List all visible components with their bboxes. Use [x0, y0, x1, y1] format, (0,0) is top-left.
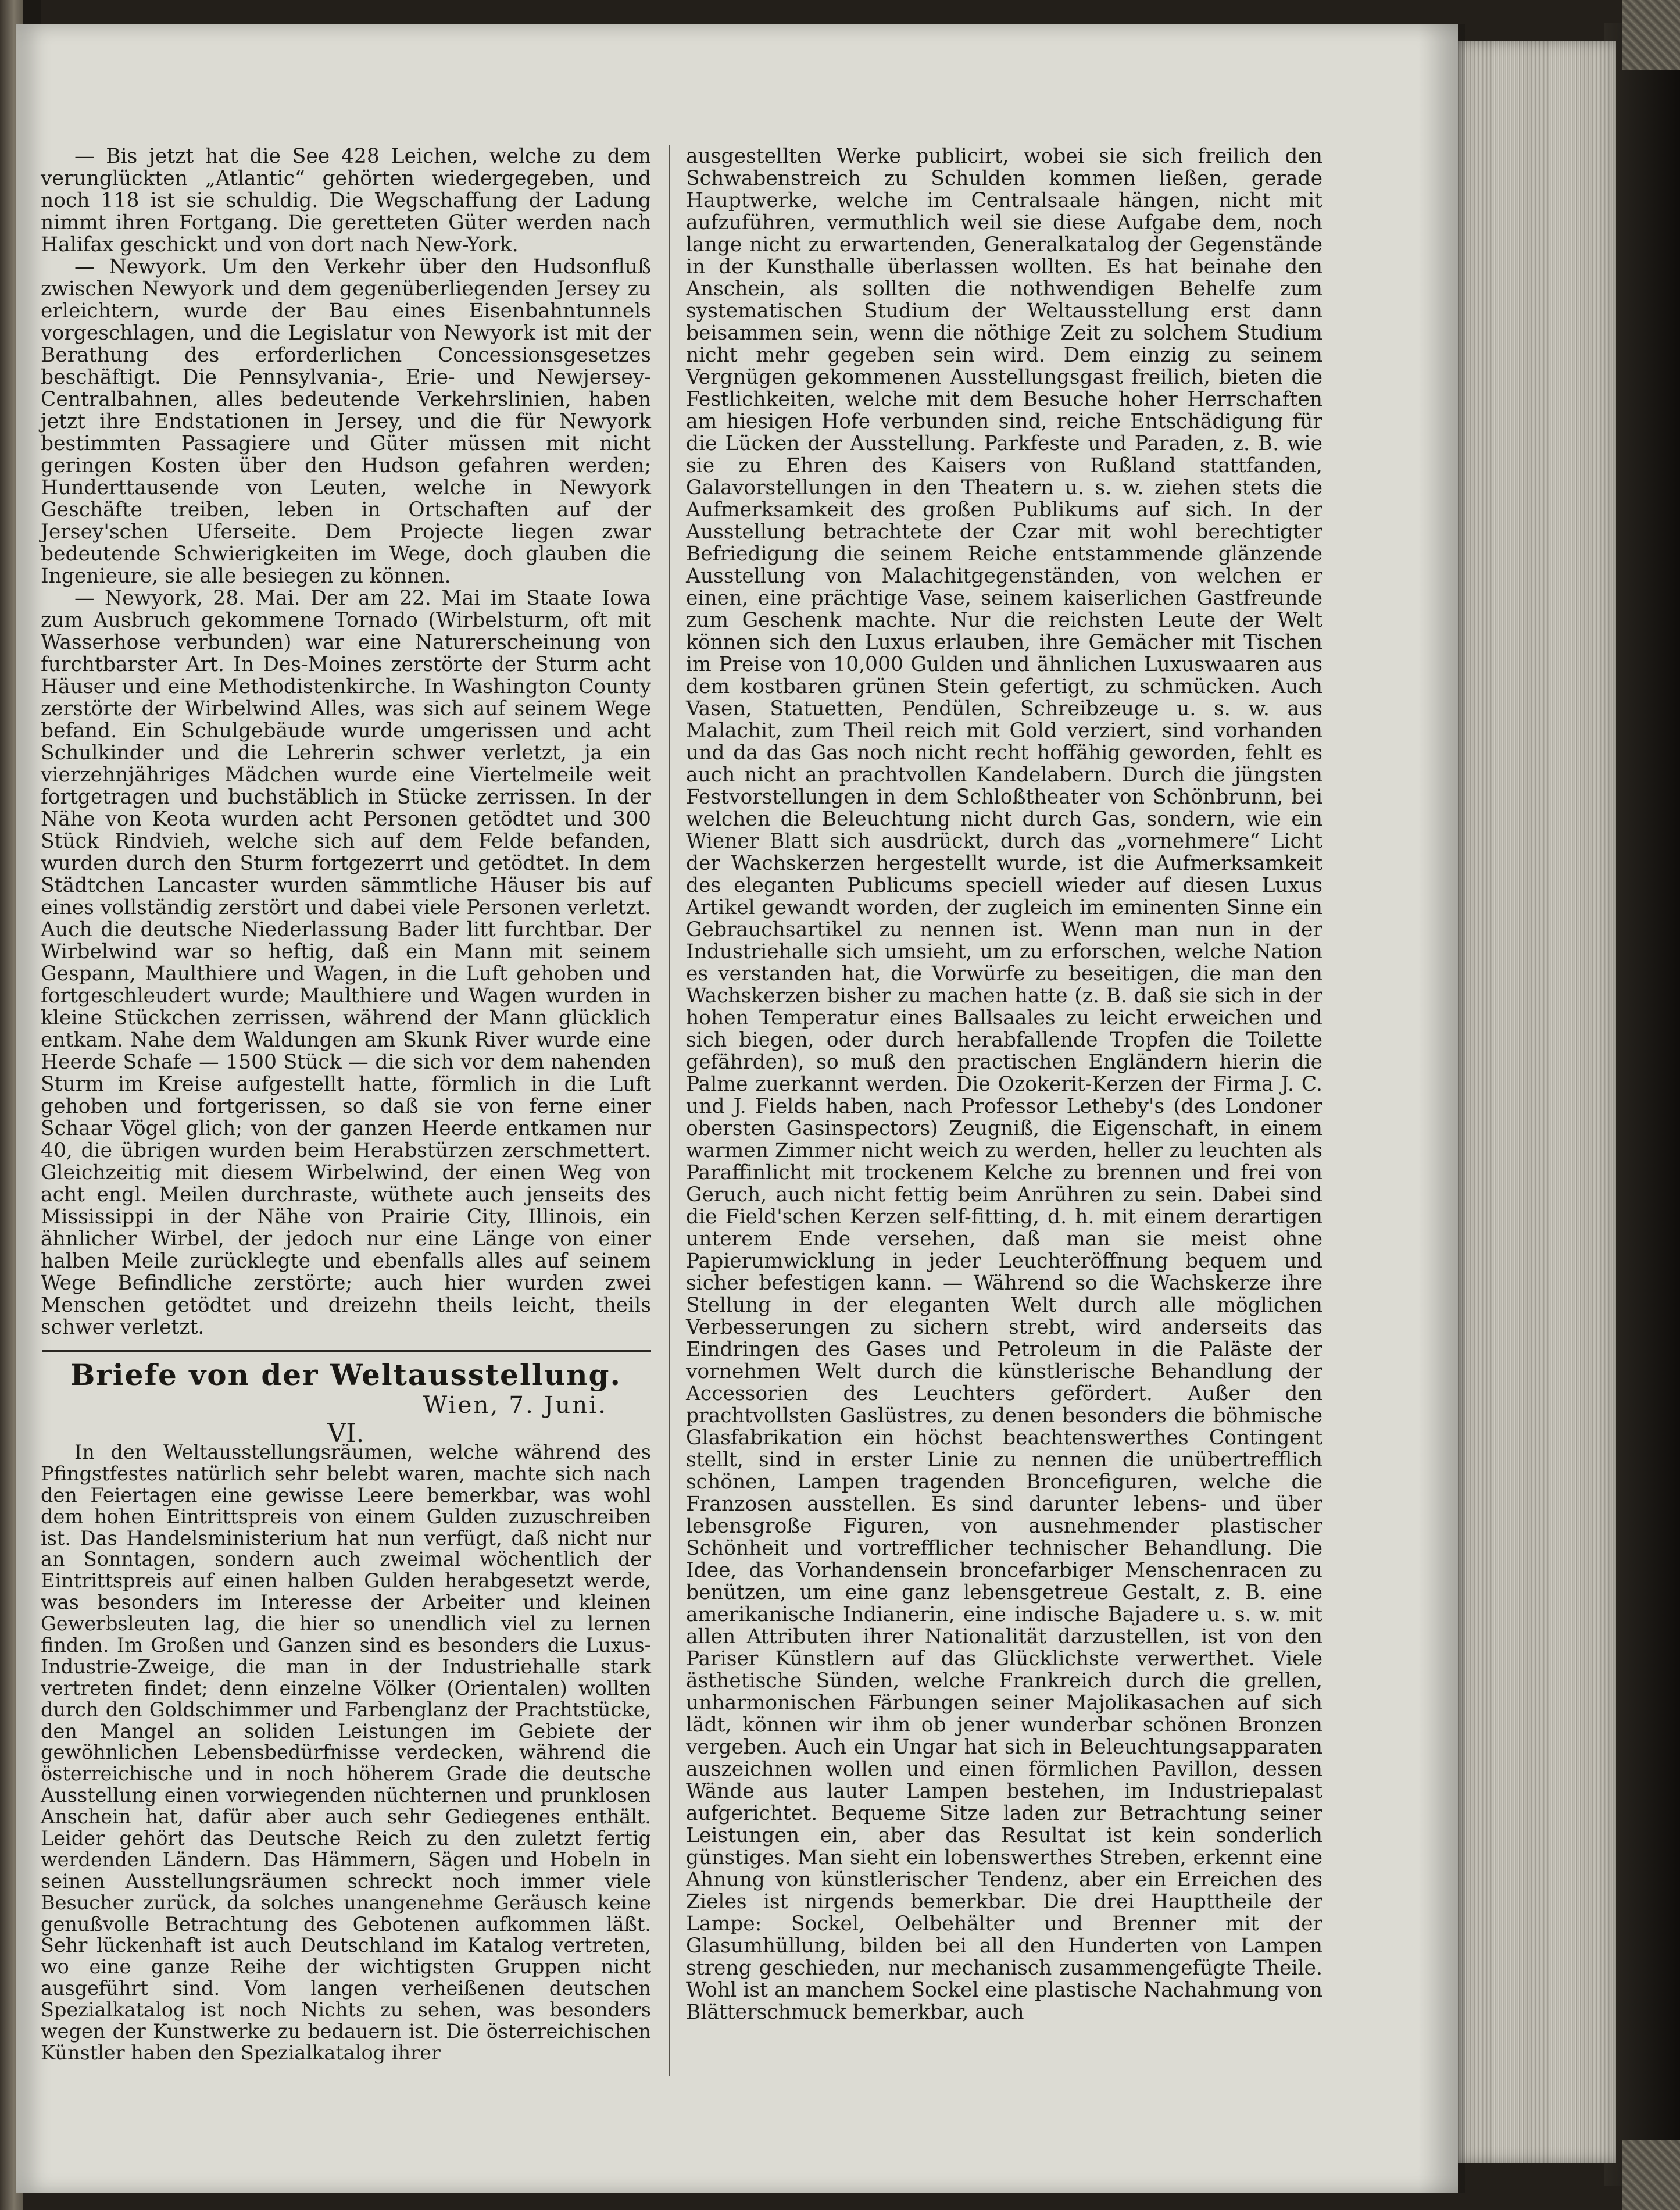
article-headline: Briefe von der Weltausstellung. — [70, 1358, 621, 1392]
news-item-atlantic: — Bis jetzt hat die See 428 Leichen, welche zu dem verunglückten „Atlantic“ gehörten wiedergegeben, und noch 118 ist sie schuldig. Die Wegschaffung der Ladung nimmt ihren Fortgang. Die geretteten Güter werden nach Halifax geschickt und von dort nach New-York. — [41, 145, 651, 256]
gutter-shadow — [1418, 24, 1465, 2193]
section-rule — [42, 1350, 651, 1352]
cover-corner-bottom-right — [1622, 2140, 1680, 2210]
column-divider — [669, 145, 670, 2076]
article-body-left — [41, 1442, 651, 2064]
cover-corner-top-right — [1622, 0, 1680, 70]
news-item-newyork-tornado: — Newyork, 28. Mai. Der am 22. Mai im Staate Iowa zum Ausbruch gekommene Tornado (Wirbelsturm, oft mit Wasserhose verbunden) war eine Naturerscheinung von furchtbarster Art. In Des-Moines zerstörte der Sturm acht Häuser und eine Methodistenkirche. In Washington County zerstörte der Wirbelwind Alles, was sich auf seinem Wege befand. Ein Schulgebäude wurde umgerissen und acht Schulkinder und die Lehrerin schwer verletzt, ja ein vierzehnjähriges Mädchen wurde eine Viertelmeile weit fortgetragen und buchstäblich in Stücke zerrissen. In der Nähe von Keota wurden acht Personen getödtet und 300 Stück Rindvieh, welche sich auf dem Felde befanden, wurden durch den Sturm fortgezerrt und getödtet. In dem Städtchen Lancaster wurden sämmtliche Häuser bis auf eines vollständig zerstört und dabei viele Personen verletzt. Auch die deutsche Niederlassung Bader litt furchtbar. Der Wirbelwind war so heftig, daß ein Mann mit seinem Gespann, Maulthiere und Wagen, in die Luft gehoben und fortgeschleudert wurde; Maulthiere und Wagen wurden in kleine Stückchen zerrissen, während der Mann glücklich entkam. Nahe dem Waldungen am Skunk River wurde eine Heerde Schafe — 1500 Stück — die sich vor dem nahenden Sturm im Kreise aufgestellt hatte, förmlich in die Luft gehoben und fortgerissen, so daß sie von ferne einer Schaar Vögel glich; von der ganzen Heerde entkamen nur 40, die übrigen wurden beim Herabstürzen zerschmettert. Gleichzeitig mit diesem Wirbelwind, der einen Weg von acht engl. Meilen durchraste, wüthete auch jenseits des Mississippi in der Nähe von Prairie City, Illinois, ein ähnlicher Wirbel, der jedoch nur eine Länge von einer halben Meile zurücklegte und ebenfalls alles auf seinem Wege Befindliche zerstörte; auch hier wurden zwei Menschen getödtet und dreizehn theils leicht, theils schwer verletzt. — [41, 587, 651, 1339]
page-block-edges — [1458, 41, 1616, 2163]
article-paragraph-continued: ausgestellten Werke publicirt, wobei sie sich freilich den Schwabenstreich zu Schulden kommen ließen, gerade Hauptwerke, welche im Centralsaale hängen, nicht mit aufzuführen, vermuthlich weil sie diese Aufgabe dem, noch lange nicht zu erwartenden, Generalkatalog der Gegenstände in der Kunsthalle überlassen wollten. Es hat beinahe den Anschein, als sollten die nothwendigen Behelfe zum systematischen Studium der Weltausstellung erst dann beisammen sein, wenn die nöthige Zeit zu solchem Studium nicht mehr gegeben sein wird. Dem einzig zu seinem Vergnügen gekommenen Ausstellungsgast freilich, bieten die Festlichkeiten, welche mit dem Besuche hoher Herrschaften am hiesigen Hofe verbunden sind, reiche Entschädigung für die Lücken der Ausstellung. Parkfeste und Paraden, z. B. wie sie zu Ehren des Kaisers von Rußland stattfanden, Galavorstellungen in den Theatern u. s. w. ziehen stets die Aufmerksamkeit des großen Publikums auf sich. In der Ausstellung betrachtete der Czar mit wohl berechtigter Befriedigung die seinem Reiche entstammende glänzende Ausstellung von Malachitgegenständen, von welchen er einen, eine prächtige Vase, seinem kaiserlichen Gastfreunde zum Geschenk machte. Nur die reichsten Leute der Welt können sich den Luxus erlauben, ihre Gemächer mit Tischen im Preise von 10,000 Gulden und ähnlichen Luxuswaaren aus dem kostbaren grünen Stein gefertigt, zu schmücken. Auch Vasen, Statuetten, Pendülen, Schreibzeuge u. s. w. aus Malachit, zum Theil reich mit Gold verziert, sind vorhanden und da das Gas noch nicht recht hoffähig geworden, fehlt es auch nicht an prachtvollen Kandelabern. Durch die jüngsten Festvorstellungen in dem Schloßtheater von Schönbrunn, bei welchen die Beleuchtung nicht durch Gas, sondern, wie ein Wiener Blatt sich ausdrückt, durch das „vornehmere“ Licht der Wachskerzen hergestellt wurde, ist die Aufmerksamkeit des eleganten Publicums speciell wieder auf diesen Luxus Artikel gewandt worden, der zugleich im eminenten Sinne ein Gebrauchsartikel zu nennen ist. Wenn man nun in der Industriehalle sich umsieht, um zu erforschen, welche Nation es verstanden hat, die Vorwürfe zu beseitigen, die man den Wachskerzen bisher zu machen hatte (z. B. daß sie sich in der hohen Temperatur eines Ballsaales zu leicht erweichen und sich biegen, oder durch herabfallende Tropfen die Toilette gefährden), so muß den practischen Engländern hierin die Palme zuerkannt werden. Die Ozokerit-Kerzen der Firma J. C. und J. Fields haben, nach Professor Letheby's (des Londoner obersten Gasinspectors) Zeugniß, die Eigenschaft, in einem warmen Zimmer nicht weich zu werden, heller zu leuchten als Paraffinlicht mit trockenem Kelche zu brennen und frei von Geruch, auch nicht fettig beim Anrühren zu sein. Dabei sind die Field'schen Kerzen self-fitting, d. h. mit einem derartigen unterem Ende versehen, daß man sie meist ohne Papierumwicklung in jeder Leuchteröffnung bequem und sicher befestigen kann. — Während so die Wachskerze ihre Stellung in der eleganten Welt durch alle möglichen Verbesserungen zu sichern strebt, wird anderseits das Eindringen des Gases und Petroleum in die Paläste der vornehmen Welt durch die künstlerische Behandlung der Accessorien des Leuchters gefördert. Außer den prachtvollsten Gaslüstres, zu denen besonders die böhmische Glasfabrikation ein höchst beachtenswerthes Contingent stellt, sind in erster Linie zu nennen die unübertrefflich schönen, Lampen tragenden Broncefiguren, welche die Franzosen ausstellen. Es sind darunter lebens- und über lebensgroße Figuren, von ausnehmender plastischer Schönheit und vortrefflicher technischer Behandlung. Die Idee, das Vorhandensein broncefarbiger Menschenracen zu benützen, um eine ganz lebensgetreue Gestalt, z. B. eine amerikanische Indianerin, eine indische Bajadere u. s. w. mit allen Attributen ihrer Nationalität darzustellen, ist von den Pariser Künstlern auf das Glücklichste verwerthet. Viele ästhetische Sünden, welche Frankreich durch die grellen, unharmonischen Färbungen seiner Majolikasachen auf sich lädt, können wir ihm ob jener wunderbar schönen Bronzen vergeben. Auch ein Ungar hat sich in Beleuchtungsapparaten auszeichnen wollen und einen förmlichen Pavillon, dessen Wände aus lauter Lampen bestehen, im Industriepalast aufgerichtet. Bequeme Sitze laden zur Betrachtung seiner Leistungen ein, aber das Resultat ist kein sonderlich günstiges. Man sieht ein lobenswerthes Streben, erkennt eine Ahnung von künstlerischer Tendenz, aber ein Erreichen des Zieles ist nirgends bemerkbar. Die drei Haupttheile der Lampe: Sockel, Oelbehälter und Brenner mit der Glasumhüllung, bilden bei all den Hunderten von Lampen streng geschieden, nur mechanisch zusammengefügte Theile. Wohl ist an manchem Sockel eine plastische Nachahmung von Blätterschmuck bemerkbar, auch — [686, 145, 1322, 2024]
left-column-news — [41, 145, 651, 1338]
article-dateline: Wien, 7. Juni. — [423, 1391, 607, 1419]
news-item-newyork-tunnel: — Newyork. Um den Verkehr über den Hudsonfluß zwischen Newyork und dem gegenüberliegenden Jersey zu erleichtern, wurde der Bau eines Eisenbahntunnels vorgeschlagen, und die Legislatur von Newyork ist mit der Berathung des erforderlichen Concessionsgesetzes beschäftigt. Die Pennsylvania-, Erie- und Newjersey-Centralbahnen, alles bedeutende Verkehrslinien, haben jetzt ihre Endstationen in Jersey, und die für Newyork bestimmten Passagiere und Güter müssen mit nicht geringen Kosten über den Hudson gefahren werden; Hunderttausende von Leuten, welche in Newyork Geschäfte treiben, leben in Ortschaften auf der Jersey'schen Uferseite. Dem Projecte liegen zwar bedeutende Schwierigkeiten im Wege, doch glauben die Ingenieure, sie alle besiegen zu können. — [41, 255, 651, 588]
article-paragraph: In den Weltausstellungsräumen, welche während des Pfingstfestes natürlich sehr belebt waren, machte sich nach den Feiertagen eine gewisse Leere bemerkbar, was wohl dem hohen Eintrittspreis von einem Gulden zuzuschreiben ist. Das Handelsministerium hat nun verfügt, daß nicht nur an Sonntagen, sondern auch zweimal wöchentlich der Eintrittspreis auf einen halben Gulden herabgesetzt werde, was besonders im Interesse der Arbeiter und kleinen Gewerbsleuten lag, die hier so unendlich viel zu lernen finden. Im Großen und Ganzen sind es besonders die Luxus-Industrie-Zweige, die man in der Industriehalle stark vertreten findet; denn einzelne Völker (Orientalen) wollten durch den Goldschimmer und Farbenglanz der Prachtstücke, den Mangel an soliden Leistungen im Gebiete der gewöhnlichen Lebensbedürfnisse verdecken, während die österreichische und in noch höherem Grade die deutsche Ausstellung einen vorwiegenden nüchternen und prunklosen Anschein hat, dafür aber auch sehr Gediegenes enthält. Leider gehört das Deutsche Reich zu den zuletzt fertig werdenden Ländern. Das Hämmern, Sägen und Hobeln in seinen Ausstellungsräumen schreckt noch immer viele Besucher zurück, da solches unangenehme Geräusch keine genußvolle Betrachtung des Gebotenen aufkommen läßt. Sehr lückenhaft ist auch Deutschland im Katalog vertreten, wo eine ganze Reihe der wichtigsten Gruppen nicht ausgeführt sind. Vom langen verheißenen deutschen Spezialkatalog ist noch Nichts zu sehen, was besonders wegen der Kunstwerke zu bedauern ist. Die österreichischen Künstler haben den Spezialkatalog ihrer — [41, 1441, 651, 2064]
article-number: VI. — [327, 1419, 364, 1448]
right-column-article-continued — [686, 145, 1322, 2023]
